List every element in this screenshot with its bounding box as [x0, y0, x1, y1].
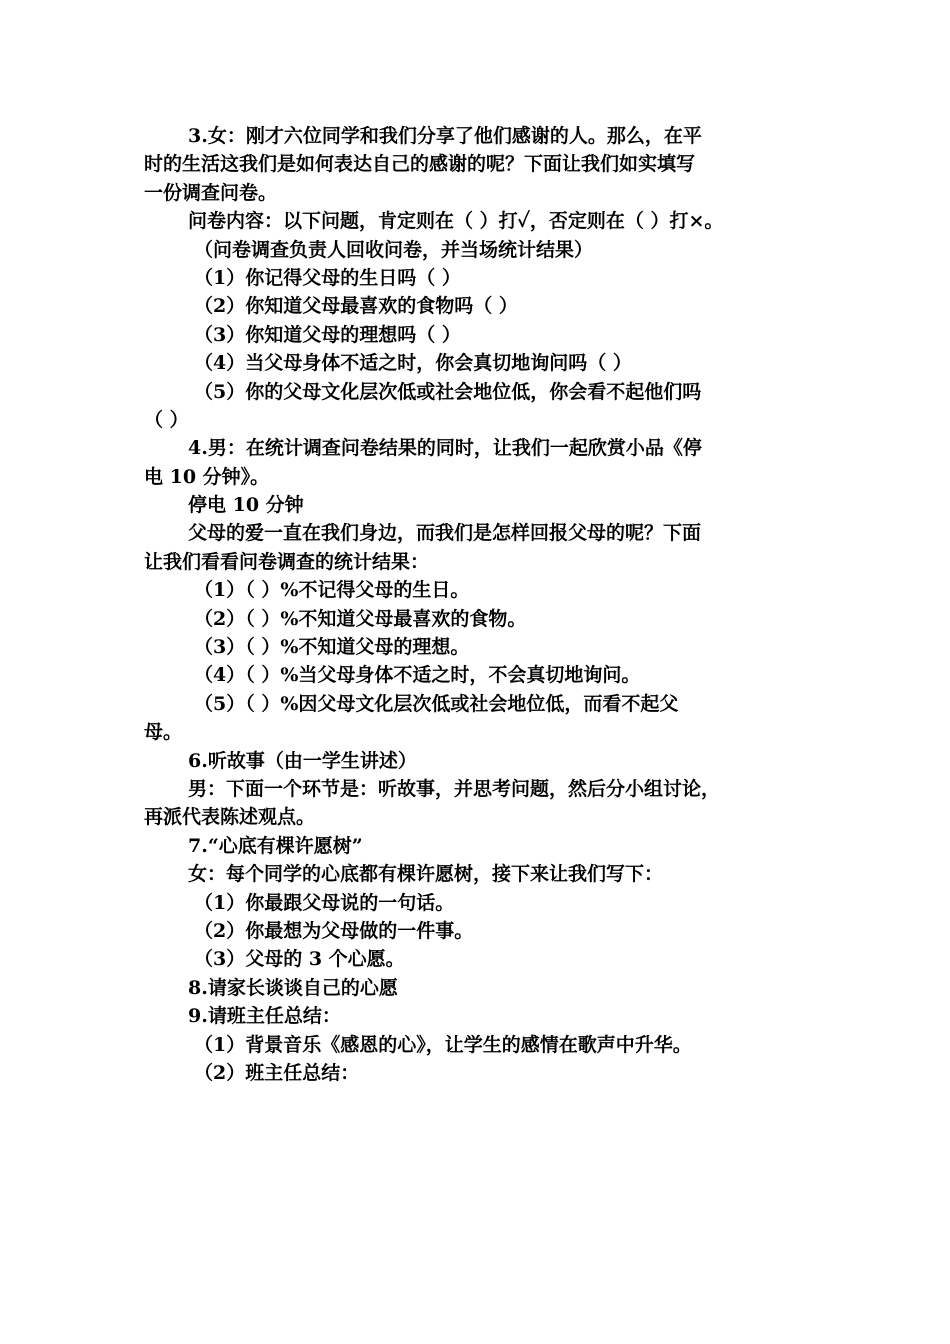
text-line: 再派代表陈述观点。 — [144, 806, 316, 829]
text-line: 8.请家长谈谈自己的心愿 — [188, 976, 398, 999]
text-line: （4）当父母身体不适之时，你会真切地询问吗（ ） — [194, 352, 632, 375]
text-line: （3）父母的 3 个心愿。 — [194, 948, 405, 971]
text-line: 女：每个同学的心底都有棵许愿树，接下来让我们写下： — [188, 863, 664, 886]
text-lines — [144, 122, 824, 1087]
text-line: 3.女：刚才六位同学和我们分享了他们感谢的人。那么，在平 — [188, 125, 702, 147]
text-line: （1）你最跟父母说的一句话。 — [194, 891, 455, 914]
text-line: 让我们看看问卷调查的统计结果： — [144, 550, 430, 573]
text-line: （5）（ ）%因父母文化层次低或社会地位低，而看不起父 — [194, 692, 679, 715]
text-line: （1）背景音乐《感恩的心》，让学生的感情在歌声中升华。 — [194, 1033, 692, 1056]
text-line: （3）你知道父母的理想吗（ ） — [194, 323, 461, 346]
text-line: 男：下面一个环节是：听故事，并思考问题，然后分小组讨论， — [188, 777, 721, 800]
text-line: （1）你记得父母的生日吗（ ） — [194, 266, 461, 289]
text-line: （2）你知道父母最喜欢的食物吗（ ） — [194, 295, 518, 318]
text-line: 7.“心底有棵许愿树” — [188, 834, 363, 857]
text-line: 4.男：在统计调查问卷结果的同时，让我们一起欣赏小品《停 — [188, 437, 702, 460]
text-line: 电 10 分钟》。 — [144, 465, 270, 488]
text-line: （5）你的父母文化层次低或社会地位低，你会看不起他们吗 — [194, 380, 702, 403]
text-line: 母。 — [144, 721, 183, 744]
text-line: （4）（ ）%当父母身体不适之时，不会真切地询问。 — [194, 664, 641, 687]
document-body — [144, 122, 824, 1087]
text-line: （2）你最想为父母做的一件事。 — [194, 919, 474, 942]
text-line: 父母的爱一直在我们身边，而我们是怎样回报父母的呢？下面 — [188, 522, 702, 545]
text-line: （2）（ ）%不知道父母最喜欢的食物。 — [194, 607, 527, 630]
text-line: 6.听故事（由一学生讲述） — [188, 749, 417, 772]
text-line: （2）班主任总结： — [194, 1061, 360, 1084]
text-line: （3）（ ）%不知道父母的理想。 — [194, 636, 470, 659]
text-line: 9.请班主任总结： — [188, 1005, 341, 1028]
text-line: （1）（ ）%不记得父母的生日。 — [194, 579, 470, 602]
text-line: （ ） — [144, 408, 189, 431]
text-line: 停电 10 分钟 — [188, 494, 304, 517]
text-line: 时的生活这我们是如何表达自己的感谢的呢？下面让我们如实填写 — [144, 153, 696, 176]
text-line: 问卷内容：以下问题，肯定则在（ ）打✓，否定则在（ ）打×。 — [188, 210, 724, 233]
text-line: （问卷调查负责人回收问卷，并当场统计结果） — [194, 238, 594, 261]
text-line: 一份调查问卷。 — [144, 181, 278, 204]
